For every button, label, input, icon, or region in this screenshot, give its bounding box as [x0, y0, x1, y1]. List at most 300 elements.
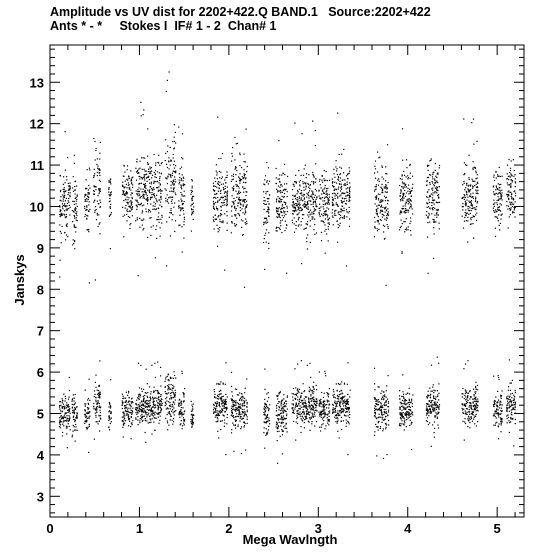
data-point: [68, 404, 69, 405]
data-point: [141, 183, 142, 184]
data-point: [147, 383, 148, 384]
data-point: [220, 381, 221, 382]
data-point: [400, 178, 401, 179]
data-point: [296, 210, 297, 211]
data-point: [213, 189, 214, 190]
data-point: [349, 423, 350, 424]
data-point: [182, 252, 183, 253]
data-point: [167, 80, 168, 81]
data-point: [400, 227, 401, 228]
data-point: [470, 201, 471, 202]
data-point: [143, 399, 144, 400]
data-point: [60, 410, 61, 411]
data-point: [149, 191, 150, 192]
data-point: [221, 393, 222, 394]
data-point: [74, 409, 75, 410]
data-point: [128, 408, 129, 409]
data-point: [181, 420, 182, 421]
data-point: [427, 417, 428, 418]
data-point: [312, 390, 313, 391]
data-point: [220, 221, 221, 222]
data-point: [111, 191, 112, 192]
data-point: [191, 231, 192, 232]
data-point: [155, 162, 156, 163]
data-point: [332, 412, 333, 413]
data-point: [383, 428, 384, 429]
data-point: [301, 413, 302, 414]
data-point: [332, 181, 333, 182]
data-point: [409, 202, 410, 203]
data-point: [299, 198, 300, 199]
data-point: [244, 403, 245, 404]
data-point: [426, 415, 427, 416]
data-point: [165, 393, 166, 394]
data-point: [427, 404, 428, 405]
data-point: [285, 401, 286, 402]
data-point: [109, 429, 110, 430]
data-point: [321, 403, 322, 404]
data-point: [89, 282, 90, 283]
data-point: [88, 185, 89, 186]
data-point: [304, 194, 305, 195]
data-point: [268, 397, 269, 398]
data-point: [407, 393, 408, 394]
data-point: [319, 427, 320, 428]
data-point: [283, 426, 284, 427]
data-point: [213, 221, 214, 222]
data-point: [87, 418, 88, 419]
data-point: [149, 189, 150, 190]
data-point: [314, 403, 315, 404]
data-point: [303, 175, 304, 176]
data-point: [124, 405, 125, 406]
data-point: [123, 416, 124, 417]
data-point: [476, 206, 477, 207]
data-point: [309, 390, 310, 391]
data-point: [406, 202, 407, 203]
data-point: [168, 174, 169, 175]
data-point: [339, 183, 340, 184]
data-point: [384, 196, 385, 197]
data-point: [433, 407, 434, 408]
data-point: [300, 207, 301, 208]
data-point: [66, 405, 67, 406]
data-point: [159, 222, 160, 223]
data-point: [100, 407, 101, 408]
data-point: [404, 231, 405, 232]
data-point: [62, 208, 63, 209]
data-point: [298, 392, 299, 393]
data-point: [411, 422, 412, 423]
data-point: [172, 424, 173, 425]
data-point: [438, 393, 439, 394]
data-point: [127, 165, 128, 166]
data-point: [404, 418, 405, 419]
data-point: [468, 214, 469, 215]
data-point: [287, 409, 288, 410]
data-point: [294, 232, 295, 233]
data-point: [472, 180, 473, 181]
data-point: [63, 201, 64, 202]
data-point: [280, 185, 281, 186]
data-point: [153, 183, 154, 184]
data-point: [406, 400, 407, 401]
data-point: [286, 183, 287, 184]
data-point: [304, 405, 305, 406]
data-point: [128, 417, 129, 418]
data-point: [183, 420, 184, 421]
data-point: [402, 128, 403, 129]
data-point: [347, 411, 348, 412]
data-point: [374, 217, 375, 218]
data-point: [282, 205, 283, 206]
data-point: [386, 397, 387, 398]
data-point: [234, 206, 235, 207]
data-point: [374, 368, 375, 369]
data-point: [127, 192, 128, 193]
data-point: [74, 216, 75, 217]
data-point: [168, 157, 169, 158]
data-point: [217, 209, 218, 210]
data-point: [437, 407, 438, 408]
data-point: [246, 221, 247, 222]
data-point: [180, 168, 181, 169]
data-point: [226, 409, 227, 410]
data-point: [132, 207, 133, 208]
data-point: [159, 205, 160, 206]
data-point: [93, 202, 94, 203]
data-point: [470, 185, 471, 186]
data-point: [100, 415, 101, 416]
data-point: [135, 168, 136, 169]
data-point: [239, 412, 240, 413]
data-point: [283, 217, 284, 218]
data-point: [69, 214, 70, 215]
data-point: [337, 410, 338, 411]
data-point: [215, 181, 216, 182]
data-point: [147, 201, 148, 202]
data-point: [266, 204, 267, 205]
data-point: [137, 170, 138, 171]
data-point: [321, 220, 322, 221]
data-point: [281, 422, 282, 423]
data-point: [245, 212, 246, 213]
data-point: [284, 211, 285, 212]
data-point: [235, 407, 236, 408]
data-point: [168, 203, 169, 204]
data-point: [296, 193, 297, 194]
data-point: [320, 184, 321, 185]
data-point: [75, 189, 76, 190]
data-point: [68, 420, 69, 421]
data-point: [74, 426, 75, 427]
data-point: [76, 217, 77, 218]
data-point: [227, 201, 228, 202]
data-point: [97, 172, 98, 173]
data-point: [264, 389, 265, 390]
data-point: [125, 208, 126, 209]
data-point: [174, 124, 175, 125]
data-point: [263, 203, 264, 204]
data-point: [227, 193, 228, 194]
data-point: [233, 404, 234, 405]
data-point: [337, 390, 338, 391]
data-point: [216, 218, 217, 219]
data-point: [263, 224, 264, 225]
data-point: [406, 413, 407, 414]
data-point: [179, 225, 180, 226]
data-point: [98, 423, 99, 424]
data-point: [435, 417, 436, 418]
data-point: [305, 205, 306, 206]
data-point: [403, 208, 404, 209]
data-point: [467, 213, 468, 214]
data-point: [279, 216, 280, 217]
data-point: [435, 415, 436, 416]
data-point: [412, 188, 413, 189]
data-point: [264, 399, 265, 400]
data-point: [147, 203, 148, 204]
data-point: [281, 201, 282, 202]
data-point: [326, 190, 327, 191]
data-point: [175, 395, 176, 396]
data-point: [100, 393, 101, 394]
data-point: [431, 193, 432, 194]
data-point: [170, 196, 171, 197]
data-point: [86, 205, 87, 206]
data-point: [99, 406, 100, 407]
data-point: [430, 402, 431, 403]
data-point: [64, 210, 65, 211]
data-point: [153, 202, 154, 203]
data-point: [296, 221, 297, 222]
data-point: [221, 202, 222, 203]
data-point: [278, 214, 279, 215]
data-point: [279, 228, 280, 229]
data-point: [242, 235, 243, 236]
data-point: [408, 177, 409, 178]
data-point: [234, 207, 235, 208]
data-point: [306, 241, 307, 242]
data-point: [375, 186, 376, 187]
data-point: [231, 175, 232, 176]
data-point: [322, 200, 323, 201]
data-point: [160, 405, 161, 406]
data-point: [476, 191, 477, 192]
data-point: [465, 164, 466, 165]
data-point: [313, 182, 314, 183]
data-point: [263, 184, 264, 185]
data-point: [299, 202, 300, 203]
data-point: [411, 399, 412, 400]
data-point: [332, 179, 333, 180]
data-point: [159, 401, 160, 402]
data-point: [153, 205, 154, 206]
data-point: [152, 418, 153, 419]
data-point: [427, 411, 428, 412]
data-point: [281, 212, 282, 213]
data-point: [428, 189, 429, 190]
data-point: [336, 160, 337, 161]
data-point: [297, 199, 298, 200]
data-point: [242, 201, 243, 202]
data-point: [295, 198, 296, 199]
data-point: [240, 192, 241, 193]
x-tick-label: 3: [314, 521, 322, 536]
data-point: [141, 417, 142, 418]
data-point: [410, 230, 411, 231]
data-point: [220, 206, 221, 207]
data-point: [381, 211, 382, 212]
data-point: [145, 442, 146, 443]
data-point: [338, 401, 339, 402]
data-point: [217, 398, 218, 399]
data-point: [403, 394, 404, 395]
data-point: [220, 214, 221, 215]
data-point: [399, 398, 400, 399]
data-point: [170, 377, 171, 378]
data-point: [236, 208, 237, 209]
data-point: [109, 416, 110, 417]
data-point: [160, 189, 161, 190]
data-point: [385, 409, 386, 410]
data-point: [437, 390, 438, 391]
data-point: [224, 213, 225, 214]
data-point: [227, 215, 228, 216]
data-point: [281, 412, 282, 413]
data-point: [245, 413, 246, 414]
data-point: [193, 414, 194, 415]
data-point: [338, 188, 339, 189]
data-point: [138, 187, 139, 188]
data-point: [277, 196, 278, 197]
data-point: [98, 402, 99, 403]
data-point: [325, 203, 326, 204]
data-point: [174, 141, 175, 142]
data-point: [475, 201, 476, 202]
data-point: [222, 222, 223, 223]
data-point: [325, 414, 326, 415]
data-point: [152, 197, 153, 198]
data-point: [401, 418, 402, 419]
data-point: [146, 194, 147, 195]
data-point: [439, 202, 440, 203]
data-point: [329, 194, 330, 195]
data-point: [87, 413, 88, 414]
data-point: [171, 212, 172, 213]
data-point: [239, 188, 240, 189]
data-point: [311, 181, 312, 182]
data-point: [96, 219, 97, 220]
data-point: [298, 219, 299, 220]
data-point: [286, 414, 287, 415]
data-point: [282, 208, 283, 209]
data-point: [338, 211, 339, 212]
data-point: [263, 242, 264, 243]
data-point: [94, 169, 95, 170]
data-point: [162, 403, 163, 404]
data-point: [70, 188, 71, 189]
data-point: [220, 390, 221, 391]
data-point: [94, 185, 95, 186]
data-point: [266, 223, 267, 224]
data-point: [139, 394, 140, 395]
data-point: [306, 410, 307, 411]
data-point: [98, 390, 99, 391]
data-point: [337, 113, 338, 114]
data-point: [430, 397, 431, 398]
data-point: [244, 188, 245, 189]
data-point: [167, 167, 168, 168]
data-point: [247, 416, 248, 417]
data-point: [97, 201, 98, 202]
data-point: [403, 221, 404, 222]
data-point: [476, 213, 477, 214]
data-point: [314, 176, 315, 177]
data-point: [339, 405, 340, 406]
data-point: [109, 419, 110, 420]
data-point: [349, 196, 350, 197]
data-point: [346, 265, 347, 266]
data-point: [427, 197, 428, 198]
data-point: [294, 368, 295, 369]
data-point: [428, 206, 429, 207]
data-point: [68, 192, 69, 193]
data-point: [74, 163, 75, 164]
data-point: [283, 398, 284, 399]
data-point: [380, 417, 381, 418]
data-point: [347, 408, 348, 409]
data-point: [329, 388, 330, 389]
data-point: [94, 394, 95, 395]
data-point: [374, 389, 375, 390]
data-point: [305, 397, 306, 398]
data-point: [321, 406, 322, 407]
data-point: [59, 401, 60, 402]
data-point: [246, 192, 247, 193]
data-point: [341, 381, 342, 382]
data-point: [268, 426, 269, 427]
data-point: [125, 405, 126, 406]
data-point: [125, 410, 126, 411]
data-point: [171, 181, 172, 182]
data-point: [427, 217, 428, 218]
data-point: [476, 220, 477, 221]
data-point: [139, 399, 140, 400]
data-point: [406, 218, 407, 219]
data-point: [240, 204, 241, 205]
data-point: [122, 398, 123, 399]
data-point: [160, 416, 161, 417]
data-point: [280, 192, 281, 193]
data-point: [182, 373, 183, 374]
data-point: [238, 199, 239, 200]
data-point: [125, 199, 126, 200]
data-point: [219, 415, 220, 416]
data-point: [299, 401, 300, 402]
data-point: [305, 402, 306, 403]
data-point: [428, 213, 429, 214]
data-point: [147, 237, 148, 238]
data-point: [341, 168, 342, 169]
y-tick-label: 12: [29, 116, 44, 132]
data-point: [323, 397, 324, 398]
data-point: [238, 394, 239, 395]
data-point: [433, 384, 434, 385]
data-point: [401, 403, 402, 404]
data-point: [223, 384, 224, 385]
data-point: [235, 184, 236, 185]
